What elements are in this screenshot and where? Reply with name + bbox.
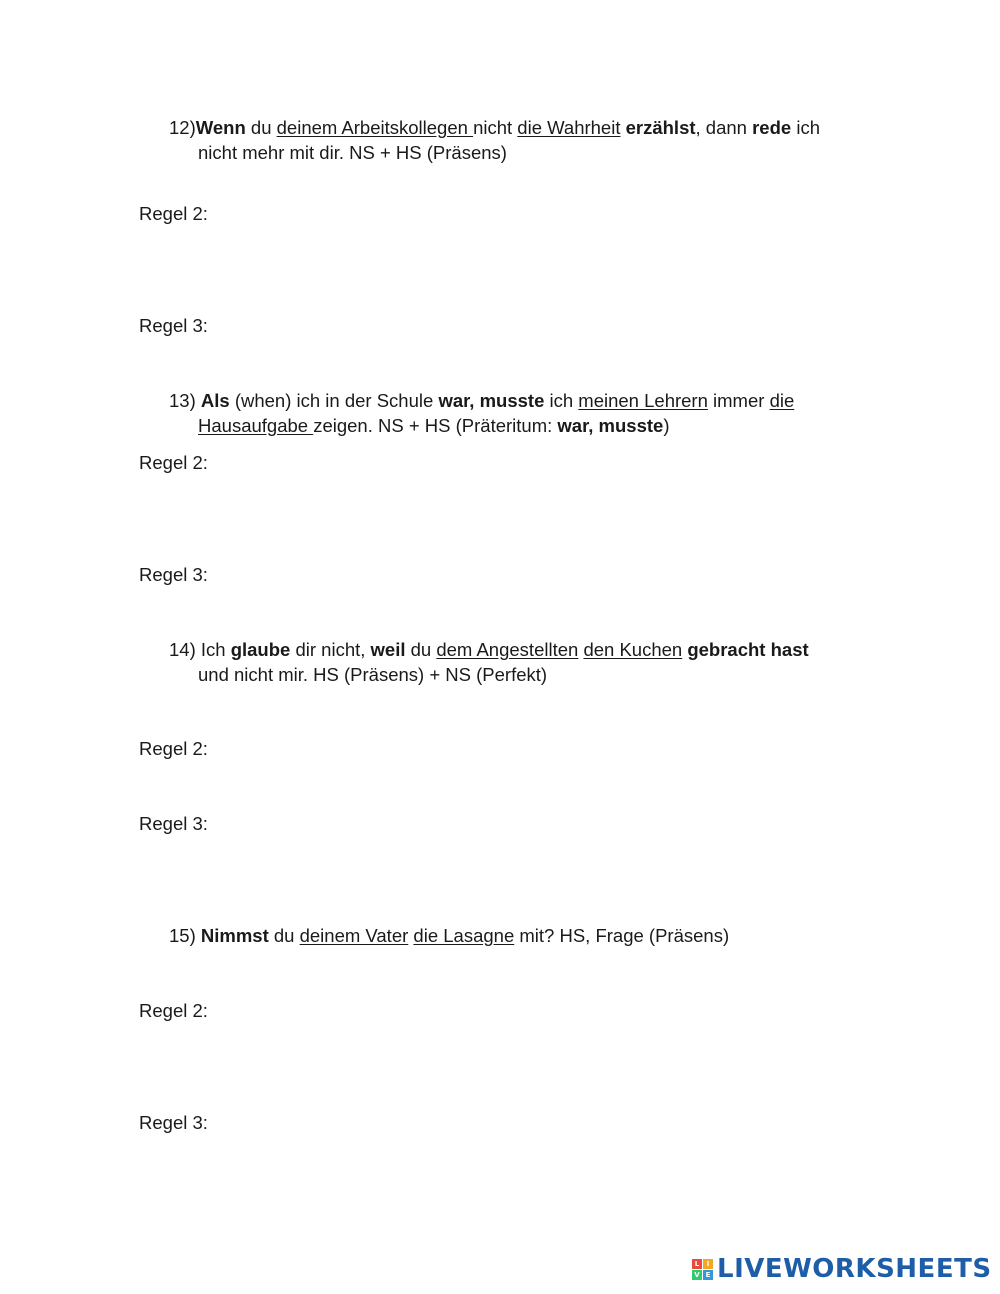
exercise-line: [169, 115, 889, 140]
underlined-phrase: deinem Vater: [299, 925, 409, 946]
exercise-15: [169, 923, 889, 948]
exercise-line: [169, 388, 889, 413]
logo-mark-icon: [692, 1259, 713, 1280]
rule-2-label: Regel 2:: [139, 1000, 208, 1021]
text-run: dir nicht,: [290, 639, 371, 660]
rule-3-label: Regel 3:: [139, 1112, 208, 1133]
text-run: ich: [544, 390, 579, 411]
bold-word: weil: [370, 639, 406, 660]
rule-3-label: Regel 3:: [139, 315, 208, 336]
text-run: nicht mehr mit dir. NS + HS (Präsens): [198, 142, 507, 163]
underlined-phrase: meinen Lehrern: [578, 390, 708, 411]
underlined-phrase: deinem Arbeitskollegen: [276, 117, 474, 138]
exercise-line: [169, 637, 889, 662]
rule-2-label: Regel 2:: [139, 203, 208, 224]
exercise-line: [169, 662, 889, 687]
text-run: 14) Ich: [169, 639, 231, 660]
underlined-phrase: Hausaufgabe: [198, 415, 314, 436]
text-run: du: [245, 117, 277, 138]
underlined-phrase: die Lasagne: [413, 925, 515, 946]
underlined-phrase: den Kuchen: [583, 639, 683, 660]
text-run: du: [405, 639, 437, 660]
bold-word: war, musste: [557, 415, 664, 436]
exercise-line: [169, 923, 889, 948]
rule-3-label: Regel 3:: [139, 813, 208, 834]
exercise-line: [169, 140, 889, 165]
text-run: 15): [169, 925, 201, 946]
underlined-phrase: die Wahrheit: [517, 117, 621, 138]
bold-word: rede: [752, 117, 792, 138]
text-run: und nicht mir. HS (Präsens) + NS (Perfekt): [198, 664, 548, 685]
text-run: 12): [169, 117, 196, 138]
liveworksheets-logo: [692, 1254, 992, 1284]
bold-word: gebracht hast: [687, 639, 809, 660]
exercise-line: [169, 413, 889, 438]
bold-word: war, musste: [438, 390, 545, 411]
logo-text: LIVEWORKSHEETS: [717, 1254, 992, 1284]
text-run: , dann: [695, 117, 753, 138]
text-run: ): [663, 415, 670, 436]
rule-2-label: Regel 2:: [139, 452, 208, 473]
text-run: nicht: [473, 117, 518, 138]
rule-3-label: Regel 3:: [139, 564, 208, 585]
text-run: mit? HS, Frage (Präsens): [514, 925, 730, 946]
underlined-phrase: dem Angestellten: [436, 639, 579, 660]
bold-word: Als: [200, 390, 230, 411]
logo-mark-letter: L: [692, 1259, 702, 1269]
logo-mark-letter: V: [692, 1270, 702, 1280]
text-run: 13): [169, 390, 201, 411]
text-run: (when) ich in der Schule: [229, 390, 439, 411]
logo-mark-letter: I: [703, 1259, 713, 1269]
underlined-phrase: die: [769, 390, 795, 411]
logo-mark-letter: E: [703, 1270, 713, 1280]
exercise-13: [169, 388, 889, 438]
text-run: du: [268, 925, 300, 946]
rule-2-label: Regel 2:: [139, 738, 208, 759]
bold-word: glaube: [230, 639, 291, 660]
text-run: ich: [791, 117, 820, 138]
text-run: zeigen. NS + HS (Präteritum:: [313, 415, 558, 436]
exercise-14: [169, 637, 889, 687]
bold-word: Wenn: [195, 117, 246, 138]
bold-word: Nimmst: [200, 925, 269, 946]
exercise-12: [169, 115, 889, 165]
text-run: immer: [707, 390, 770, 411]
bold-word: erzählst: [625, 117, 696, 138]
